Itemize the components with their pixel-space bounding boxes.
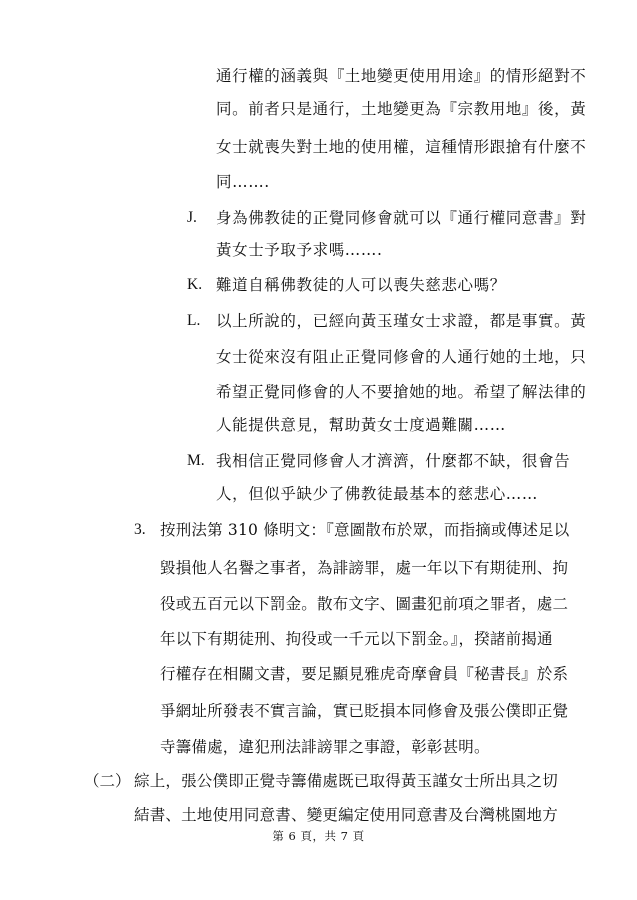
item-3-line-4: 年以下有期徒刑、拘役或一千元以下罰金。』，揆諸前揭通 bbox=[160, 630, 553, 648]
item-3-line-2: 毀損他人名譽之事者，為誹謗罪，處一年以下有期徒刑、拘 bbox=[160, 559, 569, 577]
item-3-line-6: 爭網址所發表不實言論，實已貶損本同修會及張公僕即正覺 bbox=[160, 702, 569, 720]
item-j-marker: J. bbox=[187, 209, 197, 226]
item-i-line-4: 同……. bbox=[216, 173, 270, 191]
item-l-marker: L. bbox=[187, 312, 201, 329]
item-i-line-1: 通行權的涵義與『土地變更使用用途』的情形絕對不 bbox=[216, 67, 587, 85]
item-j-line-2: 黃女士予取予求嗎……. bbox=[216, 241, 383, 259]
item-3-line-1: 按刑法第 310 條明文：『意圖散布於眾，而指摘或傳述足以 bbox=[160, 521, 570, 539]
item-l-line-1: 以上所說的，已經向黃玉瑾女士求證，都是事實。黃 bbox=[216, 312, 587, 330]
item-k-line-1: 難道自稱佛教徒的人可以喪失慈悲心嗎？ bbox=[216, 276, 506, 294]
page-footer: 第 6 頁，共 7 頁 bbox=[272, 829, 365, 843]
section-2-marker: （二） bbox=[84, 772, 131, 790]
item-l-line-3: 希望正覺同修會的人不要搶她的地。希望了解法律的 bbox=[216, 383, 587, 401]
item-m-marker: M. bbox=[187, 452, 205, 469]
item-l-line-2: 女士從來沒有阻止正覺同修會的人通行她的土地，只 bbox=[216, 348, 587, 366]
section-2-line-2: 結書、土地使用同意書、變更編定使用同意書及台灣桃園地方 bbox=[134, 806, 558, 824]
item-m-line-2: 人，但似乎缺少了佛教徒最基本的慈悲心…… bbox=[216, 485, 539, 503]
item-i-line-3: 女士就喪失對土地的使用權，這種情形跟搶有什麼不 bbox=[216, 138, 587, 156]
item-m-line-1: 我相信正覺同修會人才濟濟，什麼都不缺，很會告 bbox=[216, 452, 571, 470]
section-2-line-1: 綜上，張公僕即正覺寺籌備處既已取得黃玉謹女士所出具之切 bbox=[134, 772, 558, 790]
item-j-line-1: 身為佛教徒的正覺同修會就可以『通行權同意書』對 bbox=[216, 209, 587, 227]
item-3-marker: 3. bbox=[134, 521, 146, 538]
item-l-line-4: 人能提供意見，幫助黃女士度過難關…… bbox=[216, 416, 506, 434]
item-3-line-3: 役或五百元以下罰金。散布文字、圖畫犯前項之罪者，處二 bbox=[160, 595, 569, 613]
item-3-line-5: 行權存在相關文書，要足顯見雅虎奇摩會員『秘書長』於系 bbox=[160, 665, 569, 683]
item-k-marker: K. bbox=[187, 276, 203, 293]
item-i-line-2: 同。前者只是通行，土地變更為『宗教用地』後，黃 bbox=[216, 100, 587, 118]
item-3-line-7: 寺籌備處，違犯刑法誹謗罪之事證，彰彰甚明。 bbox=[160, 738, 490, 756]
